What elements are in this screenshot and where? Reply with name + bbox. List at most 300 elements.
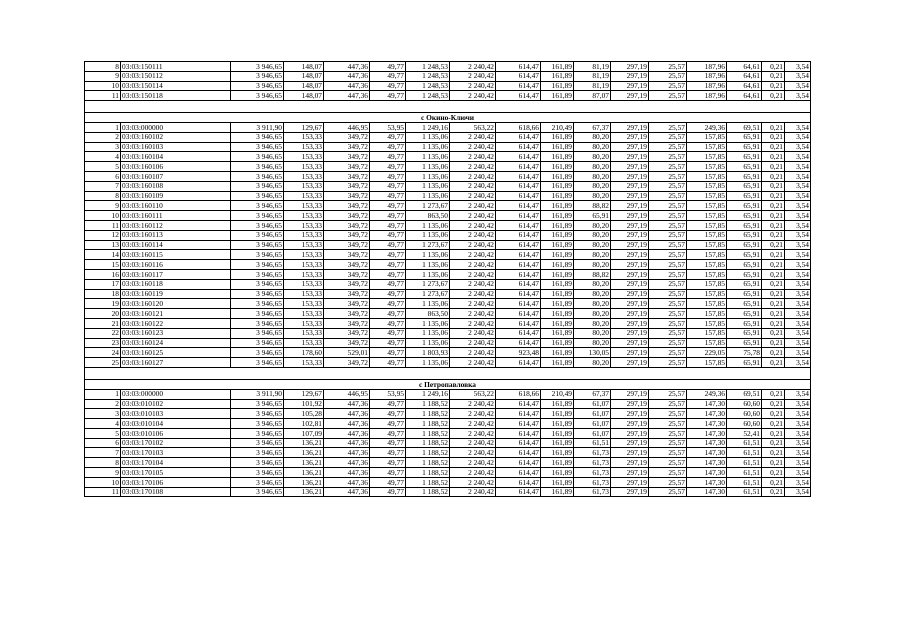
- section-title: с Окино-Ключи: [85, 113, 811, 123]
- value-cell: 153,33: [284, 289, 324, 299]
- row-number-cell: 20: [85, 309, 121, 319]
- value-cell: 3,54: [785, 428, 811, 438]
- value-cell: 147,30: [687, 477, 727, 487]
- value-cell: 1 135,06: [406, 191, 450, 201]
- value-cell: 161,89: [541, 348, 574, 358]
- value-cell: 2 240,42: [450, 487, 496, 497]
- value-cell: 161,89: [541, 438, 574, 448]
- value-cell: 447,36: [324, 71, 370, 81]
- value-cell: 2 240,42: [450, 399, 496, 409]
- cadastral-code-cell: 03:03:170104: [121, 458, 231, 468]
- value-cell: 25,57: [649, 318, 687, 328]
- value-cell: 3 911,90: [231, 389, 284, 399]
- value-cell: 65,91: [727, 260, 762, 270]
- value-cell: 3 946,65: [231, 399, 284, 409]
- value-cell: 49,77: [370, 328, 406, 338]
- value-cell: 147,30: [687, 458, 727, 468]
- row-number-cell: 5: [85, 428, 121, 438]
- value-cell: 161,89: [541, 487, 574, 497]
- value-cell: 3 946,65: [231, 191, 284, 201]
- value-cell: 161,89: [541, 181, 574, 191]
- value-cell: 153,33: [284, 358, 324, 368]
- value-cell: 0,21: [762, 152, 785, 162]
- value-cell: 153,33: [284, 279, 324, 289]
- cadastral-code-cell: 03:03:160124: [121, 338, 231, 348]
- value-cell: 3,54: [785, 122, 811, 132]
- value-cell: 0,21: [762, 419, 785, 429]
- value-cell: 187,96: [687, 62, 727, 72]
- cadastral-code-cell: 03:03:170102: [121, 438, 231, 448]
- value-cell: 349,72: [324, 152, 370, 162]
- value-cell: 129,67: [284, 122, 324, 132]
- value-cell: 0,21: [762, 142, 785, 152]
- value-cell: 65,91: [727, 142, 762, 152]
- row-number-cell: 9: [85, 468, 121, 478]
- value-cell: 67,37: [574, 122, 611, 132]
- value-cell: 1 249,16: [406, 122, 450, 132]
- value-cell: 349,72: [324, 269, 370, 279]
- value-cell: 3,54: [785, 477, 811, 487]
- value-cell: 0,21: [762, 62, 785, 72]
- value-cell: 3 946,65: [231, 269, 284, 279]
- value-cell: 349,72: [324, 309, 370, 319]
- value-cell: 1 188,52: [406, 458, 450, 468]
- row-number-cell: 6: [85, 438, 121, 448]
- value-cell: 2 240,42: [450, 338, 496, 348]
- value-cell: 0,21: [762, 171, 785, 181]
- value-cell: 2 240,42: [450, 230, 496, 240]
- value-cell: 1 135,06: [406, 152, 450, 162]
- section-title: с Петропавловка: [85, 379, 811, 389]
- value-cell: 148,07: [284, 71, 324, 81]
- value-cell: 49,77: [370, 230, 406, 240]
- value-cell: 3,54: [785, 358, 811, 368]
- value-cell: 3 946,65: [231, 240, 284, 250]
- value-cell: 161,89: [541, 142, 574, 152]
- value-cell: 297,19: [611, 338, 649, 348]
- value-cell: 65,91: [727, 201, 762, 211]
- value-cell: 297,19: [611, 220, 649, 230]
- value-cell: 49,77: [370, 309, 406, 319]
- value-cell: 49,77: [370, 289, 406, 299]
- value-cell: 349,72: [324, 211, 370, 221]
- table-row: [85, 132, 811, 142]
- row-number-cell: 9: [85, 71, 121, 81]
- table-row: [85, 458, 811, 468]
- value-cell: 102,81: [284, 419, 324, 429]
- table-row: [85, 250, 811, 260]
- value-cell: 1 803,93: [406, 348, 450, 358]
- value-cell: 80,20: [574, 279, 611, 289]
- value-cell: 614,47: [496, 289, 541, 299]
- value-cell: 49,77: [370, 142, 406, 152]
- value-cell: 61,51: [727, 458, 762, 468]
- value-cell: 297,19: [611, 201, 649, 211]
- value-cell: 161,89: [541, 269, 574, 279]
- cadastral-code-cell: 03:03:160107: [121, 171, 231, 181]
- value-cell: 61,07: [574, 419, 611, 429]
- table-row: [85, 211, 811, 221]
- value-cell: 1 273,67: [406, 289, 450, 299]
- value-cell: 157,85: [687, 132, 727, 142]
- value-cell: 297,19: [611, 328, 649, 338]
- value-cell: 297,19: [611, 487, 649, 497]
- table-row: [85, 81, 811, 91]
- value-cell: 69,51: [727, 389, 762, 399]
- value-cell: 1 135,06: [406, 318, 450, 328]
- row-number-cell: 12: [85, 230, 121, 240]
- value-cell: 1 135,06: [406, 220, 450, 230]
- value-cell: 0,21: [762, 71, 785, 81]
- value-cell: 614,47: [496, 487, 541, 497]
- value-cell: 3 946,65: [231, 348, 284, 358]
- value-cell: 0,21: [762, 162, 785, 172]
- value-cell: 60,60: [727, 399, 762, 409]
- value-cell: 80,20: [574, 240, 611, 250]
- row-number-cell: 13: [85, 240, 121, 250]
- value-cell: 136,21: [284, 477, 324, 487]
- value-cell: 3,54: [785, 289, 811, 299]
- value-cell: 49,77: [370, 260, 406, 270]
- value-cell: 2 240,42: [450, 162, 496, 172]
- value-cell: 563,22: [450, 122, 496, 132]
- value-cell: 349,72: [324, 230, 370, 240]
- value-cell: 81,19: [574, 62, 611, 72]
- cadastral-code-cell: 03:03:160113: [121, 230, 231, 240]
- value-cell: 229,05: [687, 348, 727, 358]
- cadastral-code-cell: 03:03:160127: [121, 358, 231, 368]
- value-cell: 65,91: [727, 240, 762, 250]
- value-cell: 297,19: [611, 419, 649, 429]
- value-cell: 161,89: [541, 62, 574, 72]
- value-cell: 3 946,65: [231, 458, 284, 468]
- spacer-cell: [85, 101, 811, 113]
- value-cell: 297,19: [611, 152, 649, 162]
- value-cell: 3,54: [785, 250, 811, 260]
- value-cell: 153,33: [284, 269, 324, 279]
- value-cell: 49,77: [370, 358, 406, 368]
- value-cell: 447,36: [324, 458, 370, 468]
- table-row: [85, 389, 811, 399]
- value-cell: 49,77: [370, 201, 406, 211]
- value-cell: 130,05: [574, 348, 611, 358]
- value-cell: 25,57: [649, 299, 687, 309]
- value-cell: 3,54: [785, 62, 811, 72]
- value-cell: 1 248,53: [406, 81, 450, 91]
- cadastral-code-cell: 03:03:160118: [121, 279, 231, 289]
- value-cell: 297,19: [611, 309, 649, 319]
- value-cell: 447,36: [324, 419, 370, 429]
- value-cell: 25,57: [649, 389, 687, 399]
- value-cell: 178,60: [284, 348, 324, 358]
- value-cell: 157,85: [687, 358, 727, 368]
- value-cell: 614,47: [496, 181, 541, 191]
- value-cell: 297,19: [611, 348, 649, 358]
- table-row: [85, 201, 811, 211]
- value-cell: 614,47: [496, 279, 541, 289]
- value-cell: 297,19: [611, 260, 649, 270]
- value-cell: 161,89: [541, 338, 574, 348]
- value-cell: 1 135,06: [406, 260, 450, 270]
- cadastral-code-cell: 03:03:160106: [121, 162, 231, 172]
- value-cell: 297,19: [611, 358, 649, 368]
- value-cell: 1 248,53: [406, 71, 450, 81]
- value-cell: 3,54: [785, 279, 811, 289]
- value-cell: 349,72: [324, 142, 370, 152]
- value-cell: 65,91: [727, 318, 762, 328]
- value-cell: 0,21: [762, 358, 785, 368]
- value-cell: 249,36: [687, 389, 727, 399]
- value-cell: 69,51: [727, 122, 762, 132]
- value-cell: 161,89: [541, 171, 574, 181]
- value-cell: 80,20: [574, 171, 611, 181]
- value-cell: 349,72: [324, 260, 370, 270]
- value-cell: 49,77: [370, 91, 406, 101]
- value-cell: 65,91: [727, 328, 762, 338]
- value-cell: 25,57: [649, 289, 687, 299]
- value-cell: 2 240,42: [450, 91, 496, 101]
- table-row: [85, 181, 811, 191]
- value-cell: 3 946,65: [231, 152, 284, 162]
- value-cell: 614,47: [496, 409, 541, 419]
- value-cell: 297,19: [611, 81, 649, 91]
- value-cell: 614,47: [496, 171, 541, 181]
- value-cell: 2 240,42: [450, 299, 496, 309]
- cadastral-code-cell: 03:03:160110: [121, 201, 231, 211]
- value-cell: 2 240,42: [450, 348, 496, 358]
- value-cell: 2 240,42: [450, 309, 496, 319]
- value-cell: 2 240,42: [450, 260, 496, 270]
- value-cell: 80,20: [574, 358, 611, 368]
- value-cell: 3,54: [785, 328, 811, 338]
- value-cell: 157,85: [687, 152, 727, 162]
- value-cell: 49,77: [370, 171, 406, 181]
- table-row: [85, 142, 811, 152]
- row-number-cell: 24: [85, 348, 121, 358]
- value-cell: 297,19: [611, 318, 649, 328]
- value-cell: 49,77: [370, 428, 406, 438]
- value-cell: 297,19: [611, 122, 649, 132]
- value-cell: 614,47: [496, 309, 541, 319]
- value-cell: 3 946,65: [231, 162, 284, 172]
- value-cell: 65,91: [727, 211, 762, 221]
- value-cell: 614,47: [496, 240, 541, 250]
- cadastral-code-cell: 03:03:000000: [121, 122, 231, 132]
- value-cell: 64,61: [727, 62, 762, 72]
- value-cell: 3,54: [785, 338, 811, 348]
- value-cell: 0,21: [762, 201, 785, 211]
- value-cell: 25,57: [649, 132, 687, 142]
- cadastral-code-cell: 03:03:170105: [121, 468, 231, 478]
- tariff-table-body: [85, 62, 811, 497]
- value-cell: 3,54: [785, 132, 811, 142]
- value-cell: 25,57: [649, 399, 687, 409]
- value-cell: 447,36: [324, 448, 370, 458]
- value-cell: 0,21: [762, 458, 785, 468]
- value-cell: 3,54: [785, 299, 811, 309]
- value-cell: 25,57: [649, 62, 687, 72]
- value-cell: 61,51: [574, 438, 611, 448]
- value-cell: 25,57: [649, 191, 687, 201]
- value-cell: 1 249,16: [406, 389, 450, 399]
- value-cell: 614,47: [496, 132, 541, 142]
- value-cell: 3,54: [785, 71, 811, 81]
- value-cell: 297,19: [611, 171, 649, 181]
- value-cell: 161,89: [541, 71, 574, 81]
- value-cell: 2 240,42: [450, 468, 496, 478]
- value-cell: 65,91: [727, 269, 762, 279]
- value-cell: 614,47: [496, 428, 541, 438]
- value-cell: 0,21: [762, 230, 785, 240]
- value-cell: 25,57: [649, 309, 687, 319]
- table-row: [85, 279, 811, 289]
- value-cell: 25,57: [649, 181, 687, 191]
- value-cell: 614,47: [496, 191, 541, 201]
- value-cell: 3,54: [785, 152, 811, 162]
- value-cell: 2 240,42: [450, 191, 496, 201]
- table-row: [85, 309, 811, 319]
- value-cell: 446,95: [324, 122, 370, 132]
- value-cell: 2 240,42: [450, 269, 496, 279]
- value-cell: 447,36: [324, 81, 370, 91]
- value-cell: 25,57: [649, 448, 687, 458]
- value-cell: 136,21: [284, 468, 324, 478]
- row-number-cell: 7: [85, 448, 121, 458]
- value-cell: 49,77: [370, 181, 406, 191]
- value-cell: 1 135,06: [406, 338, 450, 348]
- value-cell: 297,19: [611, 428, 649, 438]
- value-cell: 2 240,42: [450, 132, 496, 142]
- value-cell: 65,91: [727, 309, 762, 319]
- value-cell: 3,54: [785, 269, 811, 279]
- row-number-cell: 7: [85, 181, 121, 191]
- value-cell: 349,72: [324, 299, 370, 309]
- value-cell: 349,72: [324, 328, 370, 338]
- value-cell: 25,57: [649, 220, 687, 230]
- value-cell: 349,72: [324, 181, 370, 191]
- value-cell: 157,85: [687, 201, 727, 211]
- cadastral-code-cell: 03:03:160104: [121, 152, 231, 162]
- value-cell: 147,30: [687, 487, 727, 497]
- row-number-cell: 4: [85, 152, 121, 162]
- value-cell: 161,89: [541, 91, 574, 101]
- value-cell: 157,85: [687, 328, 727, 338]
- value-cell: 49,77: [370, 338, 406, 348]
- value-cell: 0,21: [762, 220, 785, 230]
- value-cell: 349,72: [324, 240, 370, 250]
- value-cell: 65,91: [727, 171, 762, 181]
- value-cell: 2 240,42: [450, 428, 496, 438]
- value-cell: 161,89: [541, 419, 574, 429]
- value-cell: 80,20: [574, 338, 611, 348]
- table-row: [85, 318, 811, 328]
- value-cell: 349,72: [324, 318, 370, 328]
- row-number-cell: 1: [85, 389, 121, 399]
- value-cell: 3 946,65: [231, 448, 284, 458]
- value-cell: 80,20: [574, 152, 611, 162]
- value-cell: 3,54: [785, 240, 811, 250]
- value-cell: 614,47: [496, 419, 541, 429]
- value-cell: 3 946,65: [231, 181, 284, 191]
- value-cell: 153,33: [284, 230, 324, 240]
- value-cell: 1 135,06: [406, 269, 450, 279]
- value-cell: 297,19: [611, 409, 649, 419]
- value-cell: 2 240,42: [450, 240, 496, 250]
- value-cell: 148,07: [284, 81, 324, 91]
- value-cell: 0,21: [762, 338, 785, 348]
- value-cell: 60,60: [727, 419, 762, 429]
- value-cell: 153,33: [284, 250, 324, 260]
- row-number-cell: 18: [85, 289, 121, 299]
- tariff-table: [84, 61, 811, 497]
- value-cell: 0,21: [762, 438, 785, 448]
- value-cell: 297,19: [611, 62, 649, 72]
- table-row: [85, 152, 811, 162]
- value-cell: 297,19: [611, 389, 649, 399]
- value-cell: 2 240,42: [450, 71, 496, 81]
- value-cell: 614,47: [496, 458, 541, 468]
- row-number-cell: 8: [85, 191, 121, 201]
- value-cell: 65,91: [727, 191, 762, 201]
- row-number-cell: 3: [85, 142, 121, 152]
- cadastral-code-cell: 03:03:160108: [121, 181, 231, 191]
- value-cell: 923,48: [496, 348, 541, 358]
- value-cell: 614,47: [496, 62, 541, 72]
- value-cell: 1 188,52: [406, 477, 450, 487]
- value-cell: 3 946,65: [231, 201, 284, 211]
- cadastral-code-cell: 03:03:160121: [121, 309, 231, 319]
- value-cell: 297,19: [611, 250, 649, 260]
- value-cell: 153,33: [284, 191, 324, 201]
- table-row: [85, 269, 811, 279]
- value-cell: 3,54: [785, 487, 811, 497]
- row-number-cell: 10: [85, 211, 121, 221]
- value-cell: 1 135,06: [406, 162, 450, 172]
- value-cell: 614,47: [496, 91, 541, 101]
- value-cell: 2 240,42: [450, 458, 496, 468]
- value-cell: 25,57: [649, 171, 687, 181]
- value-cell: 49,77: [370, 448, 406, 458]
- value-cell: 161,89: [541, 132, 574, 142]
- value-cell: 161,89: [541, 240, 574, 250]
- table-row: [85, 220, 811, 230]
- value-cell: 161,89: [541, 458, 574, 468]
- value-cell: 0,21: [762, 299, 785, 309]
- cadastral-code-cell: 03:03:160115: [121, 250, 231, 260]
- value-cell: 614,47: [496, 220, 541, 230]
- cadastral-code-cell: 03:03:160103: [121, 142, 231, 152]
- value-cell: 49,77: [370, 487, 406, 497]
- value-cell: 3 946,65: [231, 438, 284, 448]
- value-cell: 614,47: [496, 201, 541, 211]
- row-number-cell: 11: [85, 220, 121, 230]
- table-row: [85, 438, 811, 448]
- value-cell: 3 946,65: [231, 358, 284, 368]
- cadastral-code-cell: 03:03:160125: [121, 348, 231, 358]
- value-cell: 0,21: [762, 260, 785, 270]
- value-cell: 3,54: [785, 81, 811, 91]
- value-cell: 157,85: [687, 250, 727, 260]
- table-row: [85, 191, 811, 201]
- table-row: [85, 240, 811, 250]
- value-cell: 49,77: [370, 250, 406, 260]
- value-cell: 297,19: [611, 191, 649, 201]
- value-cell: 161,89: [541, 309, 574, 319]
- value-cell: 61,51: [727, 448, 762, 458]
- value-cell: 297,19: [611, 279, 649, 289]
- value-cell: 1 188,52: [406, 487, 450, 497]
- value-cell: 153,33: [284, 201, 324, 211]
